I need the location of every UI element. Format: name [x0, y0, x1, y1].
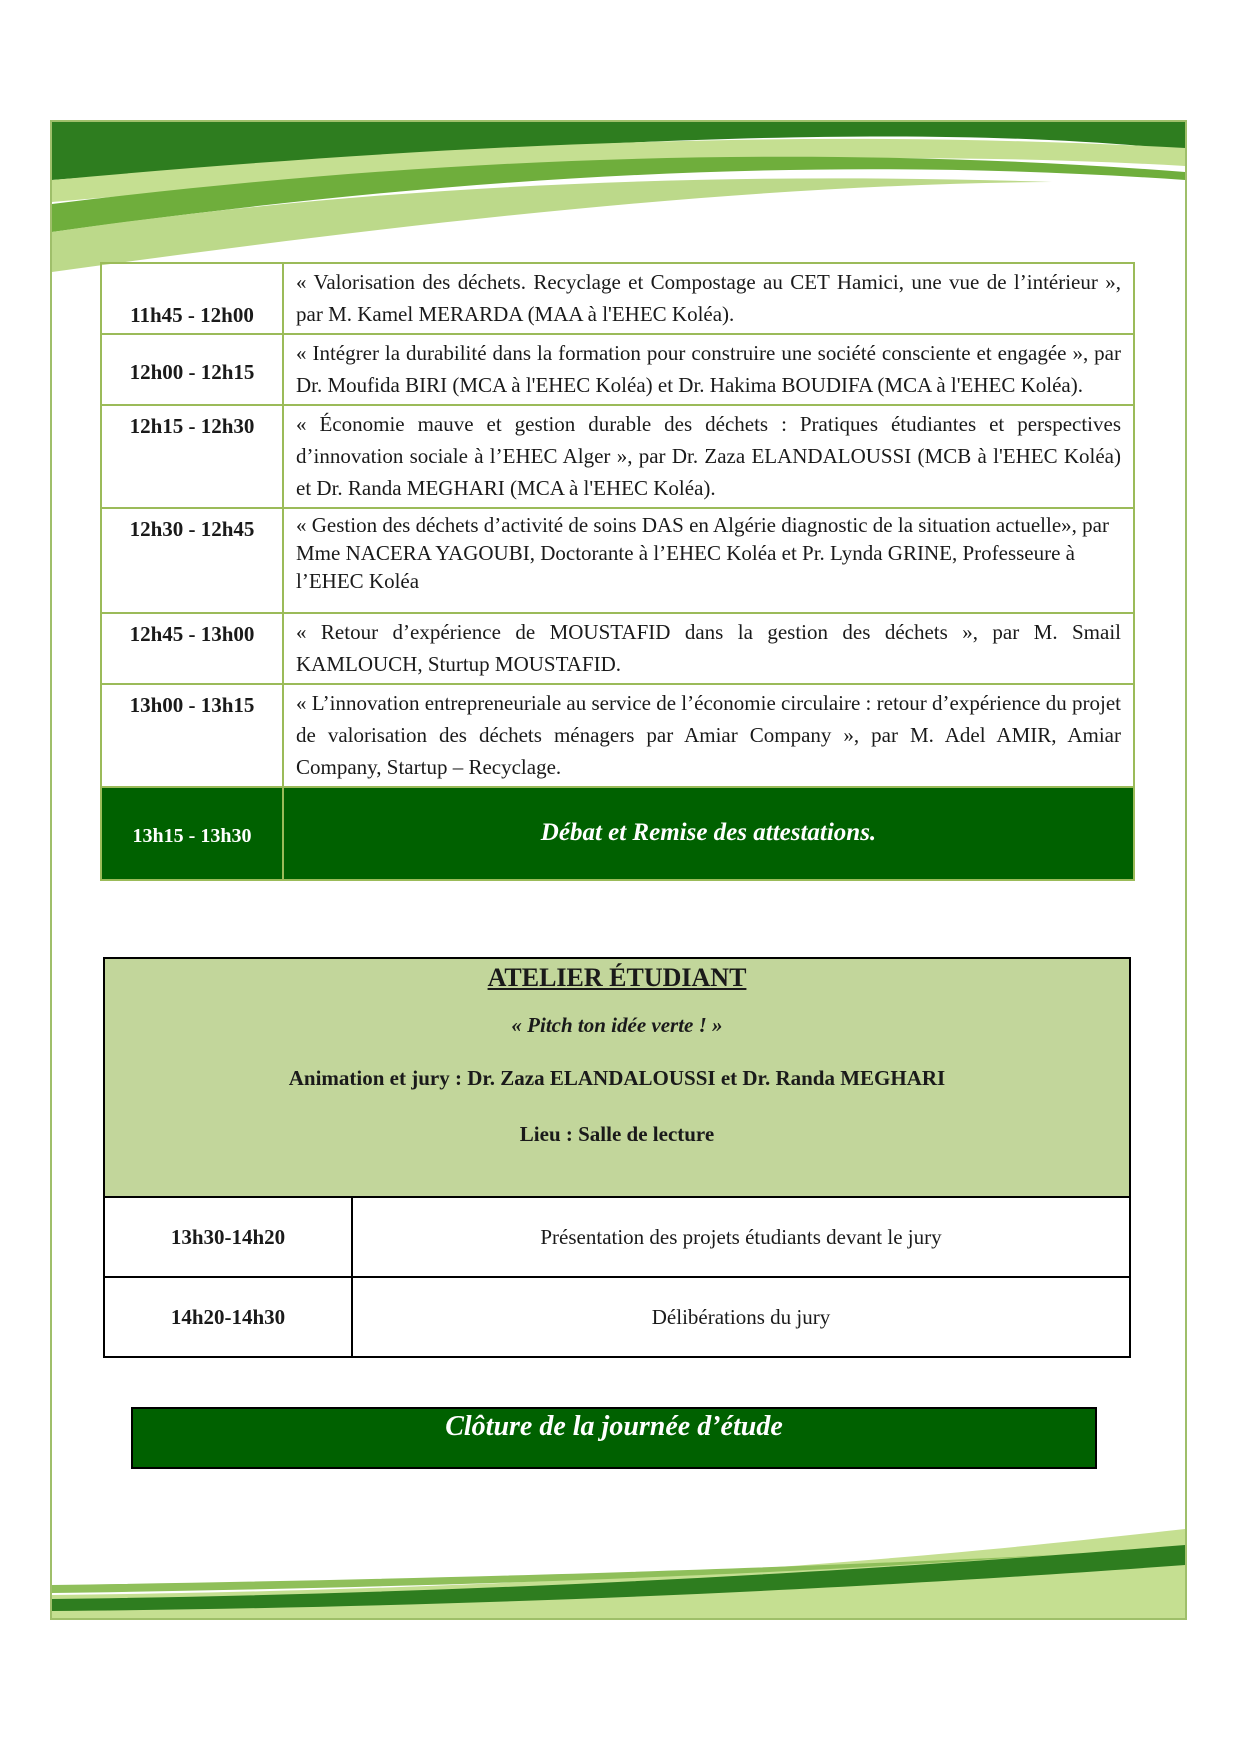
- session-description: « Économie mauve et gestion durable des déchets : Pratiques étudiantes et perspectives d’innovation sociale à l’EHEC Alger », par Dr. Zaza ELANDALOUSSI (MCB à l'EHEC Koléa) et Dr. Randa MEGHARI (MCA à l'EHEC Koléa).: [283, 405, 1134, 508]
- top-wave-decoration: [52, 122, 1185, 272]
- session-description: « Valorisation des déchets. Recyclage et Compostage au CET Hamici, une vue de l’intérieur », par M. Kamel MERARDA (MAA à l'EHEC Koléa).: [283, 263, 1134, 334]
- workshop-subtitle: « Pitch ton idée verte ! »: [511, 1013, 723, 1037]
- program-row-debate: [101, 787, 1134, 880]
- bottom-wave-decoration: [52, 1515, 1185, 1618]
- time-slot: 13h15 - 13h30: [101, 787, 283, 880]
- workshop-row: [104, 1277, 1130, 1357]
- program-row: [101, 334, 1134, 405]
- workshop-row: [104, 1197, 1130, 1277]
- program-row: [101, 508, 1134, 613]
- time-slot: 12h45 - 13h00: [101, 613, 283, 684]
- debate-title: Débat et Remise des attestations.: [283, 787, 1134, 880]
- workshop-schedule: [103, 1196, 1131, 1358]
- time-slot: 13h30-14h20: [104, 1197, 352, 1277]
- session-description: « Gestion des déchets d’activité de soins DAS en Algérie diagnostic de la situation actuelle», par Mme NACERA YAGOUBI, Doctorante à l’EHEC Koléa et Pr. Lynda GRINE, Professeure à l’EHEC Koléa: [283, 508, 1134, 613]
- closing-banner: Clôture de la journée d’étude: [131, 1407, 1097, 1469]
- time-slot: 11h45 - 12h00: [101, 263, 283, 334]
- session-description: « L’innovation entrepreneuriale au service de l’économie circulaire : retour d’expérience du projet de valorisation des déchets ménagers par Amiar Company », par M. Adel AMIR, Amiar Company, Startup – Recyclage.: [283, 684, 1134, 787]
- student-workshop-box: [103, 957, 1131, 1360]
- program-row: [101, 613, 1134, 684]
- session-description: « Intégrer la durabilité dans la formation pour construire une société consciente et engagée », par Dr. Moufida BIRI (MCA à l'EHEC Koléa) et Dr. Hakima BOUDIFA (MCA à l'EHEC Koléa).: [283, 334, 1134, 405]
- program-row: [101, 263, 1134, 334]
- workshop-title: ATELIER ÉTUDIANT: [487, 963, 747, 992]
- time-slot: 12h30 - 12h45: [101, 508, 283, 613]
- workshop-activity: Délibérations du jury: [352, 1277, 1130, 1357]
- time-slot: 12h15 - 12h30: [101, 405, 283, 508]
- time-slot: 13h00 - 13h15: [101, 684, 283, 787]
- program-table: [100, 262, 1135, 881]
- program-row: [101, 684, 1134, 787]
- time-slot: 14h20-14h30: [104, 1277, 352, 1357]
- workshop-jury: Animation et jury : Dr. Zaza ELANDALOUSSI et Dr. Randa MEGHARI: [288, 1066, 946, 1090]
- time-slot: 12h00 - 12h15: [101, 334, 283, 405]
- program-row: [101, 405, 1134, 508]
- workshop-activity: Présentation des projets étudiants devant le jury: [352, 1197, 1130, 1277]
- session-description: « Retour d’expérience de MOUSTAFID dans la gestion des déchets », par M. Smail KAMLOUCH, Sturtup MOUSTAFID.: [283, 613, 1134, 684]
- workshop-header: [103, 957, 1131, 1196]
- workshop-location: Lieu : Salle de lecture: [519, 1122, 715, 1146]
